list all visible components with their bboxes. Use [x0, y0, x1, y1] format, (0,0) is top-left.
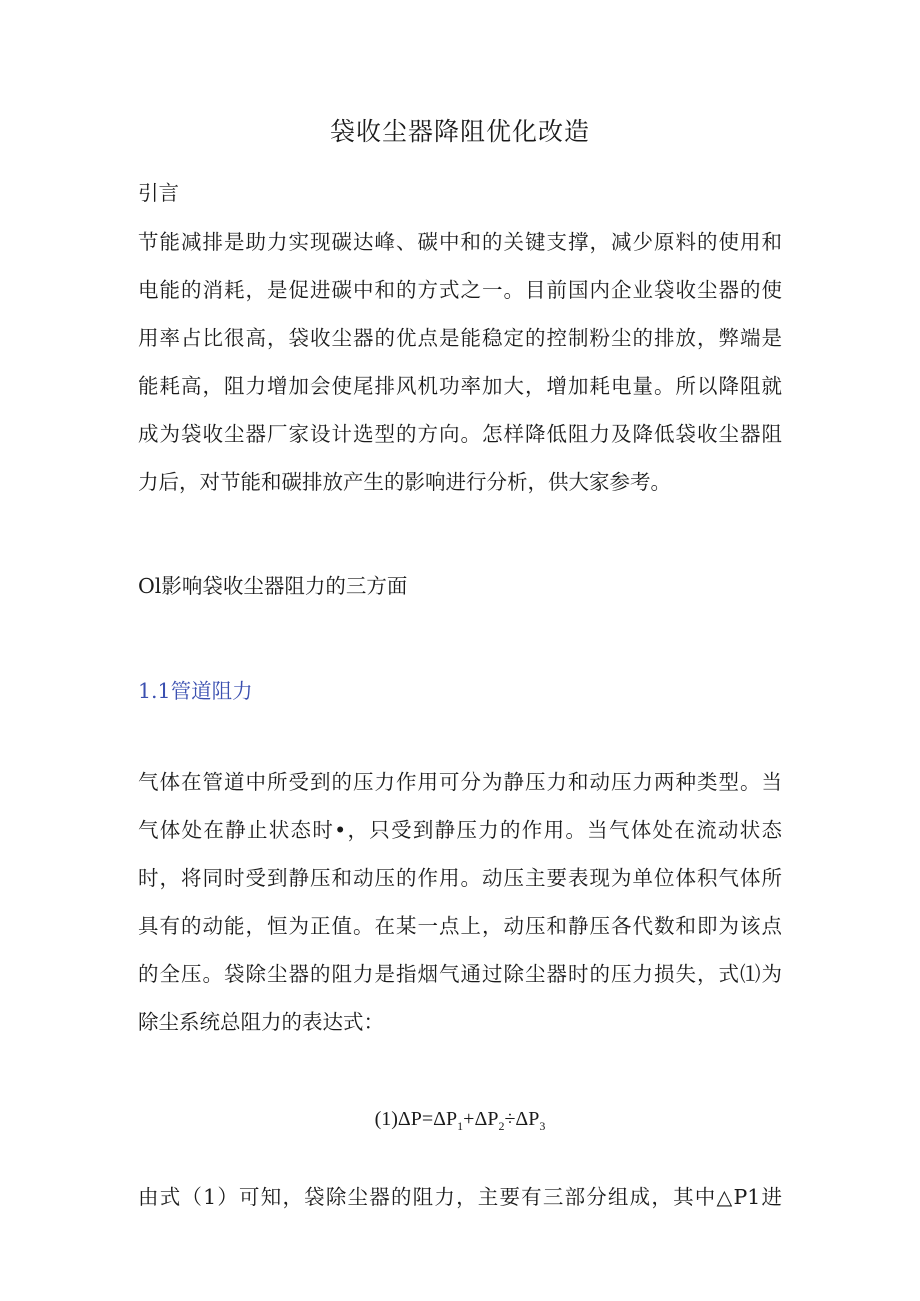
formula — [0, 1108, 920, 1134]
section-heading: Ol影响袋收尘器阻力的三方面 — [138, 574, 408, 598]
subsection-heading: 1.1管道阻力 — [138, 679, 253, 703]
formula-sub-1: 1 — [457, 1119, 464, 1133]
formula-sub-3: 3 — [539, 1119, 546, 1133]
intro-line: 用率占比很高，袋收尘器的优点是能稳定的控制粉尘的排放，弊端是 — [138, 326, 782, 350]
intro-line: 电能的消耗，是促进碳中和的方式之一。目前国内企业袋收尘器的使 — [138, 278, 782, 302]
intro-line: 成为袋收尘器厂家设计选型的方向。怎样降低阻力及降低袋收尘器阻 — [138, 422, 782, 446]
body-line: 气体在管道中所受到的压力作用可分为静压力和动压力两种类型。当 — [138, 770, 782, 794]
body-line: 除尘系统总阻力的表达式： — [138, 1010, 384, 1034]
body-line-last: 由式（1）可知，袋除尘器的阻力，主要有三部分组成，其中△P1进 — [138, 1185, 782, 1209]
formula-sub-2: 2 — [498, 1119, 505, 1133]
body-line: 的全压。袋除尘器的阻力是指烟气通过除尘器时的压力损失，式⑴为 — [138, 962, 782, 986]
intro-heading: 引言 — [138, 181, 179, 205]
formula-plus: +ΔP — [463, 1108, 499, 1130]
document-title: 袋收尘器降阻优化改造 — [329, 117, 590, 146]
body-line: 气体处在静止状态时•，只受到静压力的作用。当气体处在流动状态 — [138, 818, 782, 842]
intro-line: 能耗高，阻力增加会使尾排风机功率加大，增加耗电量。所以降阻就 — [138, 374, 782, 398]
formula-prefix: (1)ΔP=ΔP — [374, 1108, 458, 1130]
body-line: 具有的动能，恒为正值。在某一点上，动压和静压各代数和即为该点 — [138, 914, 782, 938]
formula-div: ÷ΔP — [504, 1108, 540, 1130]
intro-line: 节能减排是助力实现碳达峰、碳中和的关键支撑，减少原料的使用和 — [138, 230, 782, 254]
intro-line: 力后，对节能和碳排放产生的影响进行分析，供大家参考。 — [138, 470, 671, 494]
body-line: 时，将同时受到静压和动压的作用。动压主要表现为单位体积气体所 — [138, 866, 782, 890]
